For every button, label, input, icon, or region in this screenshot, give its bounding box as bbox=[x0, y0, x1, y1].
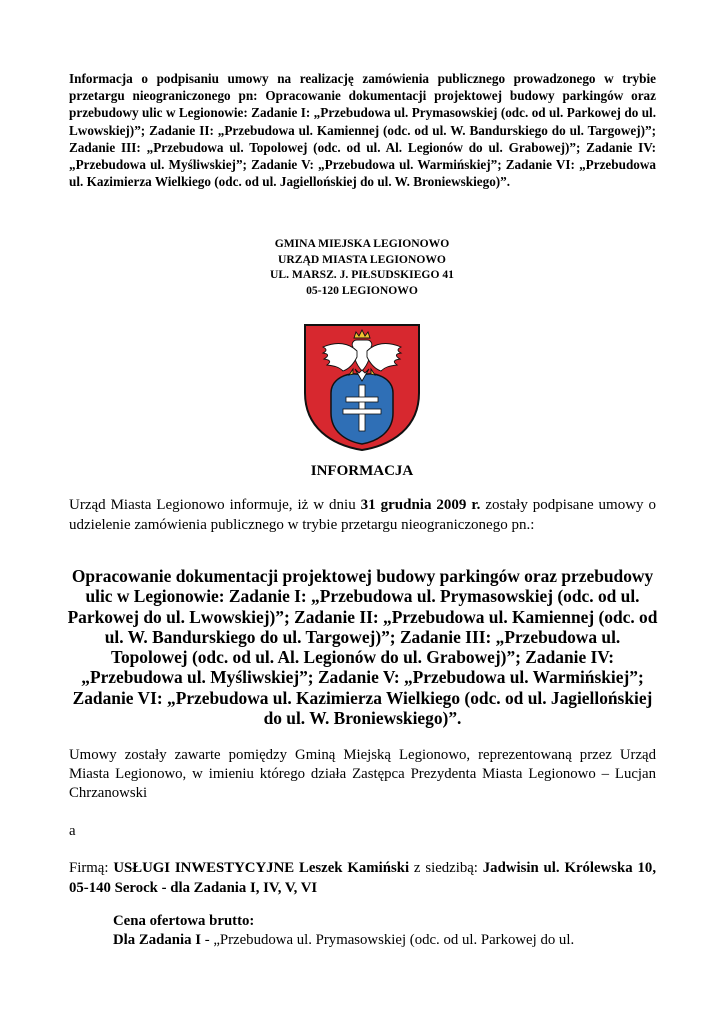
info-paragraph bbox=[69, 495, 656, 535]
conjunction-text: a bbox=[69, 823, 76, 839]
address-line-1: GMINA MIEJSKA LEGIONOWO bbox=[274, 237, 450, 250]
task-label: Dla Zadania I bbox=[113, 932, 201, 948]
contractor-seat-label: z siedzibą: bbox=[409, 860, 483, 876]
address-line-2: URZĄD MIASTA LEGIONOWO bbox=[278, 252, 446, 266]
gross-price-label: Cena ofertowa brutto: bbox=[113, 913, 255, 929]
signing-date: 31 grudnia 2009 r. bbox=[360, 497, 481, 513]
contractor-address: Jadwisin ul. Królewska 10, 05-140 Serock - dla Zadania I, IV, V, VI bbox=[69, 860, 657, 896]
intro-paragraph: Informacja o podpisaniu umowy na realizację zamówienia publicznego prowadzonego w trybie przetargu nieograniczonego pn: Opracowanie dokumentacji projektowej budowy parkingów oraz przebudowy ulic w Legionowie: Zadanie I: „Przebudowa ul. Prymasowskiej (odc. od ul. Parkowej do ul. Lwowskiej)”; Zadanie II: „Przebudowa ul. Kamiennej (odc. od ul. W. Bandurskiego do ul. Targowej)”; Zadanie III: „Przebudowa ul. Topolowej (odc. od ul. Al. Legionów do ul. Grabowej)”; Zadanie IV: „Przebudowa ul. Myśliwskiej”; Zadanie V: „Przebudowa ul. Warmińskiej”; Zadanie VI: „Przebudowa ul. Kazimierza Wielkiego (odc. od ul. Jagiellońskiej do ul. W. Broniewskiego)”. bbox=[69, 71, 656, 190]
parties-paragraph: Umowy zostały zawarte pomiędzy Gminą Miejską Legionowo, reprezentowaną przez Urząd Miasta Legionowo, w imieniu którego działa Zastępca Prezydenta Miasta Legionowo – Lucjan Chrzanowski bbox=[69, 747, 656, 801]
contract-title: Opracowanie dokumentacji projektowej budowy parkingów oraz przebudowy ulic w Legionowie: Zadanie I: „Przebudowa ul. Prymasowskiej (odc. od ul. Parkowej do ul. Lwowskiej)”; Zadanie II: „Przebudowa ul. Kamiennej (odc. od ul. W. Bandurskiego do ul. Targowej)”; Zadanie III: „Przebudowa ul. Topolowej (odc. od ul. Al. Legionów do ul. Grabowej)”; Zadanie IV: „Przebudowa ul. Myśliwskiej”; Zadanie V: „Przebudowa ul. Warmińskiej”; Zadanie VI: „Przebudowa ul. Kazimierza Wielkiego (odc. od ul. Jagiellońskiej do ul. W. Broniewskiego)”. bbox=[67, 566, 658, 729]
task-description: - „Przebudowa ul. Prymasowskiej (odc. od ul. Parkowej do ul. bbox=[201, 932, 575, 948]
address-line-3: UL. MARSZ. J. PIŁSUDSKIEGO 41 bbox=[270, 268, 454, 282]
info-text-after: zostały podpisane umowy o udzielenie zamówienia publicznego w trybie przetargu nieograniczonego pn.: bbox=[69, 497, 656, 533]
office-address bbox=[0, 236, 724, 298]
contractor-label: Firmą: bbox=[69, 860, 114, 876]
info-text-before: Urząd Miasta Legionowo informuje, iż w dniu bbox=[69, 497, 361, 513]
legionowo-coat-of-arms-icon bbox=[303, 323, 421, 451]
document-heading: INFORMACJA bbox=[310, 463, 414, 479]
contractor-paragraph bbox=[69, 858, 656, 898]
contractor-name: USŁUGI INWESTYCYJNE Leszek Kamiński bbox=[113, 860, 410, 876]
task-price-line bbox=[113, 931, 656, 949]
address-line-4: 05-120 LEGIONOWO bbox=[306, 283, 418, 297]
